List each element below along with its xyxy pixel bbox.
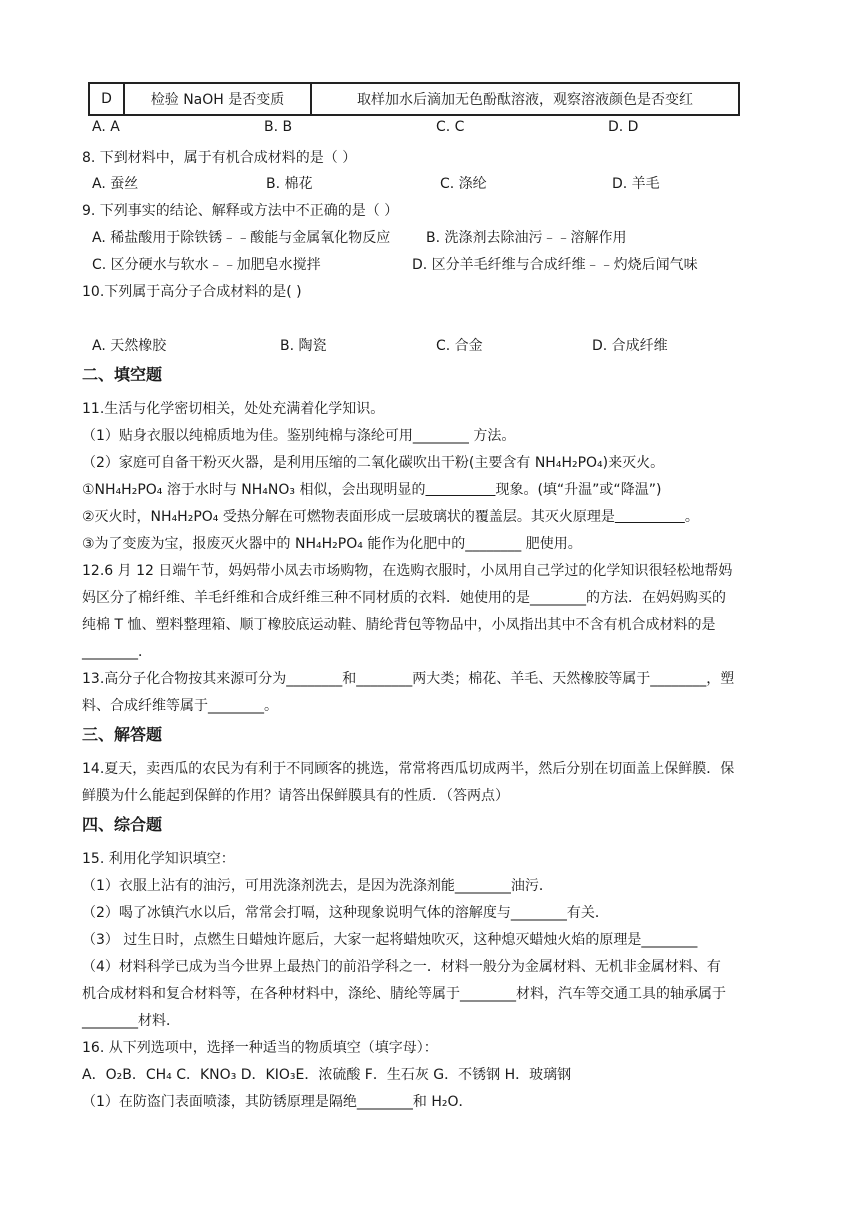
q8-option: D. 羊毛	[612, 176, 660, 192]
question-line: 13.高分子化合物按其来源可分为________和________两大类；棉花、羊毛、天然橡胶等属于________，塑	[82, 671, 735, 687]
question-stem: 10.下列属于高分子合成材料的是( )	[82, 284, 302, 300]
options-table	[88, 82, 740, 116]
section-heading: 四、综合题	[82, 815, 163, 834]
question-line: （2）家庭可自备干粉灭火器，是利用压缩的二氧化碳吹出干粉(主要含有 NH₄H₂PO₄)来灭火。	[82, 455, 665, 471]
question-stem: 16. 从下列选项中，选择一种适当的物质填空（填字母）：	[82, 1040, 438, 1056]
question-line: ________材料．	[82, 1013, 180, 1029]
question-line: 12.6 月 12 日端午节，妈妈带小凤去市场购物，在选购衣服时，小凤用自己学过的化学知识很轻松地帮妈	[82, 563, 733, 579]
question-line: （2）喝了冰镇汽水以后，常常会打嗝，这种现象说明气体的溶解度与________有关．	[82, 905, 609, 921]
question-line: （1）贴身衣服以纯棉质地为佳。鉴别纯棉与涤纶可用________ 方法。	[82, 428, 516, 444]
question-line: ②灭火时，NH₄H₂PO₄ 受热分解在可燃物表面形成一层玻璃状的覆盖层。其灭火原理是 。	[82, 509, 699, 525]
table-cell: 取样加水后滴加无色酚酞溶液，观察溶液颜色是否变红	[311, 83, 739, 115]
question-line: （1）在防盗门表面喷漆，其防锈原理是隔绝________和 H₂O．	[82, 1094, 473, 1110]
q10-option: A. 天然橡胶	[92, 338, 167, 354]
q8-option: A. 蚕丝	[92, 176, 139, 192]
question-line: ③为了变废为宝，报废灭火器中的 NH₄H₂PO₄ 能作为化肥中的________ 肥使用。	[82, 536, 582, 552]
question-line: （4）材料科学已成为当今世界上最热门的前沿学科之一．材料一般分为金属材料、无机非金属材料、有	[82, 959, 721, 975]
table-row	[89, 83, 739, 115]
q9-option: C. 区分硬水与软水﹣﹣加肥皂水搅拌	[92, 257, 321, 273]
question-stem: 11.生活与化学密切相关，处处充满着化学知识。	[82, 401, 385, 417]
question-line: 鲜膜为什么能起到保鲜的作用？请答出保鲜膜具有的性质．（答两点）	[82, 788, 509, 804]
question-line: 纯棉 T 恤、塑料整理箱、顺丁橡胶底运动鞋、腈纶背包等物品中，小凤指出其中不含有机合成材料的是	[82, 617, 716, 633]
q10-option: C. 合金	[436, 338, 483, 354]
q9-option: B. 洗涤剂去除油污﹣﹣溶解作用	[426, 230, 627, 246]
question-line: 14.夏天，卖西瓜的农民为有利于不同顾客的挑选，常常将西瓜切成两半，然后分别在切面盖上保鲜膜．保	[82, 761, 735, 777]
question-line: （1）衣服上沾有的油污，可用洗涤剂洗去，是因为洗涤剂能________油污．	[82, 878, 553, 894]
question-stem: 8. 下到材料中，属于有机合成材料的是（ ）	[82, 150, 357, 166]
q8-option: C. 涤纶	[440, 176, 487, 192]
table-cell: D	[89, 83, 124, 115]
q7-option: C. C	[436, 119, 465, 135]
question-line: 料、合成纤维等属于________。	[82, 698, 278, 714]
question-line: ①NH₄H₂PO₄ 溶于水时与 NH₄NO₃ 相似，会出现明显的 现象。(填“升温”或“降温”)	[82, 482, 662, 498]
question-options: A．O₂B．CH₄ C．KNO₃ D．KIO₃E．浓硫酸 F．生石灰 G．不锈钢 H．玻璃钢	[82, 1067, 572, 1083]
section-heading: 二、填空题	[82, 365, 163, 384]
q7-option: D. D	[608, 119, 639, 135]
question-line: 机合成材料和复合材料等，在各种材料中，涤纶、腈纶等属于________材料，汽车等交通工具的轴承属于	[82, 986, 726, 1002]
q9-option: A. 稀盐酸用于除铁锈﹣﹣酸能与金属氧化物反应	[92, 230, 391, 246]
question-line: （3） 过生日时，点燃生日蜡烛许愿后，大家一起将蜡烛吹灭，这种熄灭蜡烛火焰的原理是________	[82, 932, 698, 948]
q10-option: B. 陶瓷	[280, 338, 327, 354]
question-stem: 15. 利用化学知识填空：	[82, 851, 235, 867]
section-heading: 三、解答题	[82, 725, 163, 744]
q7-option: A. A	[92, 119, 120, 135]
q10-option: D. 合成纤维	[592, 338, 668, 354]
q8-option: B. 棉花	[266, 176, 313, 192]
q9-option: D. 区分羊毛纤维与合成纤维﹣﹣灼烧后闻气味	[412, 257, 698, 273]
table-cell: 检验 NaOH 是否变质	[124, 83, 311, 115]
question-line: ________．	[82, 644, 152, 660]
q7-option: B. B	[264, 119, 293, 135]
question-line: 妈区分了棉纤维、羊毛纤维和合成纤维三种不同材质的衣料．她使用的是________的方法．在妈妈购买的	[82, 590, 726, 606]
question-stem: 9. 下列事实的结论、解释或方法中不正确的是（ ）	[82, 203, 399, 219]
